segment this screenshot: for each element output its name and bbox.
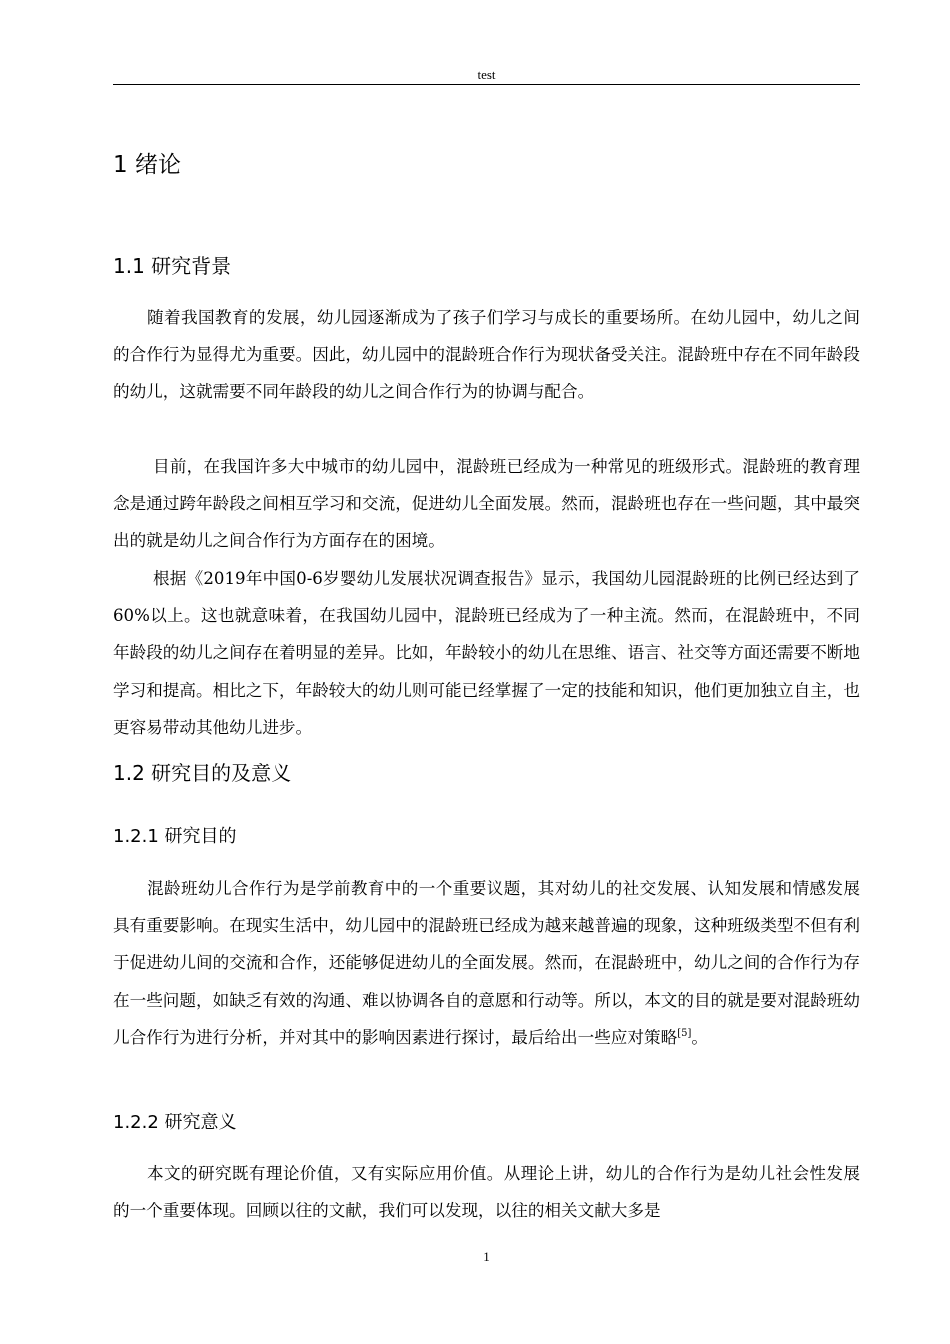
page-number: 1 (483, 1249, 490, 1264)
paragraph-background-2: 目前，在我国许多大中城市的幼儿园中，混龄班已经成为一种常见的班级形式。混龄班的教育理念是通过跨年龄段之间相互学习和交流，促进幼儿全面发展。然而，混龄班也存在一些问题，其中最突出的就是幼儿之间合作行为方面存在的困境。 (113, 457, 860, 551)
chapter-title: 1 绪论 (113, 152, 181, 178)
subsection-title-purpose: 1.2.1 研究目的 (113, 826, 237, 847)
paragraph-background-3: 根据《2019年中国0-6岁婴幼儿发展状况调查报告》显示，我国幼儿园混龄班的比例已经达到了60%以上。这也就意味着，在我国幼儿园中，混龄班已经成为了一种主流。然而，在混龄班中，不同年龄段的幼儿之间存在着明显的差异。比如，年龄较小的幼儿在思维、语言、社交等方面还需要不断地学习和提高。相比之下，年龄较大的幼儿则可能已经掌握了一定的技能和知识，他们更加独立自主，也更容易带动其他幼儿进步。 (113, 569, 860, 737)
section-title-purpose-significance: 1.2 研究目的及意义 (113, 761, 292, 785)
header-rule (113, 84, 860, 85)
paragraph-purpose (113, 870, 860, 1056)
paragraph-purpose-ending: 。 (691, 1027, 708, 1047)
paragraph-significance: 本文的研究既有理论价值，又有实际应用价值。从理论上讲，幼儿的合作行为是幼儿社会性发展的一个重要体现。回顾以往的文献，我们可以发现，以往的相关文献大多是 (113, 1164, 860, 1221)
paragraph-background-1: 随着我国教育的发展，幼儿园逐渐成为了孩子们学习与成长的重要场所。在幼儿园中，幼儿之间的合作行为显得尤为重要。因此，幼儿园中的混龄班合作行为现状备受关注。混龄班中存在不同年龄段的幼儿，这就需要不同年龄段的幼儿之间合作行为的协调与配合。 (113, 308, 860, 402)
page-header: test (477, 67, 496, 82)
section-title-background: 1.1 研究背景 (113, 254, 232, 278)
paragraph-purpose-text: 混龄班幼儿合作行为是学前教育中的一个重要议题，其对幼儿的社交发展、认知发展和情感发展具有重要影响。在现实生活中，幼儿园中的混龄班已经成为越来越普遍的现象，这种班级类型不但有利于促进幼儿间的交流和合作，还能够促进幼儿的全面发展。然而，在混龄班中，幼儿之间的合作行为存在一些问题，如缺乏有效的沟通、难以协调各自的意愿和行动等。所以，本文的目的就是要对混龄班幼儿合作行为进行分析，并对其中的影响因素进行探讨，最后给出一些应对策略 (113, 879, 860, 1047)
citation-reference[interactable]: [5] (677, 1027, 692, 1039)
subsection-title-significance: 1.2.2 研究意义 (113, 1112, 237, 1133)
